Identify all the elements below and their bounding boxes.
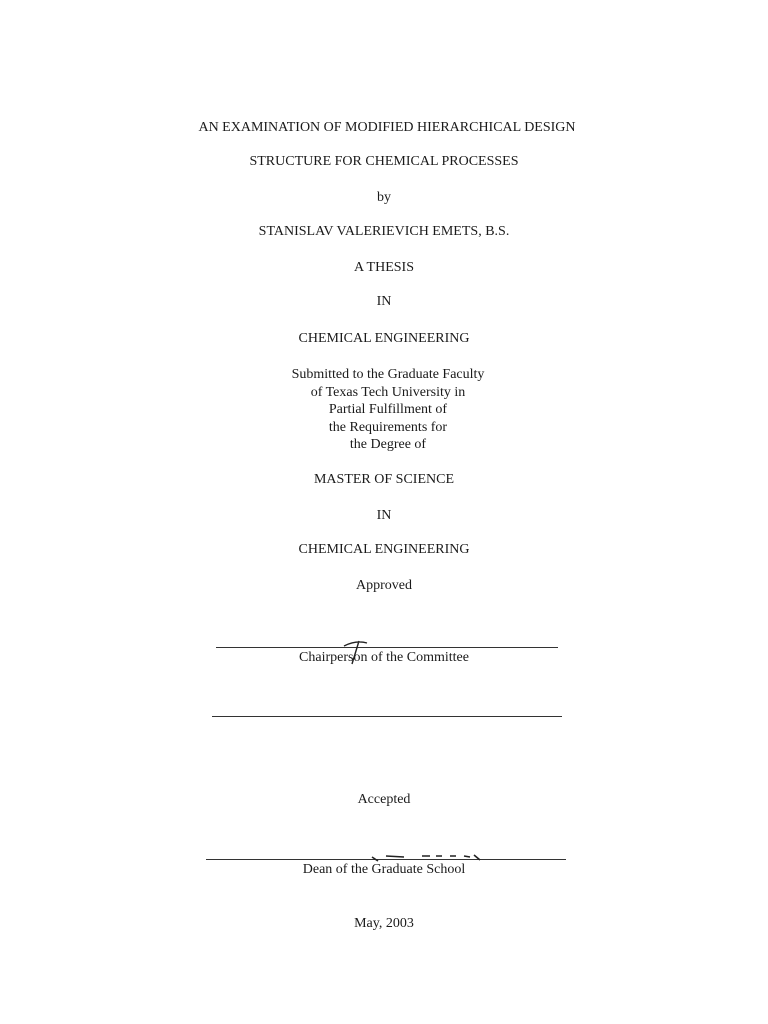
submission-line: of Texas Tech University in (310, 384, 466, 400)
chair-caption: Chairperson of the Committee (299, 650, 469, 665)
field-of-study-1: CHEMICAL ENGINEERING (298, 331, 470, 346)
degree-name: MASTER OF SCIENCE (313, 472, 455, 487)
submission-line: the Requirements for (328, 419, 448, 435)
thesis-label: A THESIS (353, 260, 415, 275)
field-of-study-2: CHEMICAL ENGINEERING (298, 542, 470, 557)
submission-statement (0, 366, 768, 454)
by-label: by (377, 190, 391, 205)
chair-signature-line (216, 647, 558, 648)
thesis-title-line-1: AN EXAMINATION OF MODIFIED HIERARCHICAL DESIGN (198, 120, 576, 135)
accepted-label: Accepted (357, 792, 411, 807)
submission-line: Submitted to the Graduate Faculty (291, 367, 485, 382)
in-label-1: IN (376, 294, 392, 309)
submission-date: May, 2003 (354, 916, 414, 931)
thesis-title-line-2: STRUCTURE FOR CHEMICAL PROCESSES (249, 154, 519, 169)
submission-line: Partial Fulfillment of (328, 402, 448, 418)
dean-caption: Dean of the Graduate School (302, 862, 466, 877)
submission-line: the Degree of (349, 437, 427, 453)
approved-label: Approved (356, 578, 412, 593)
author-name: STANISLAV VALERIEVICH EMETS, B.S. (258, 224, 510, 239)
in-label-2: IN (376, 508, 392, 523)
committee-signature-line (212, 716, 562, 717)
